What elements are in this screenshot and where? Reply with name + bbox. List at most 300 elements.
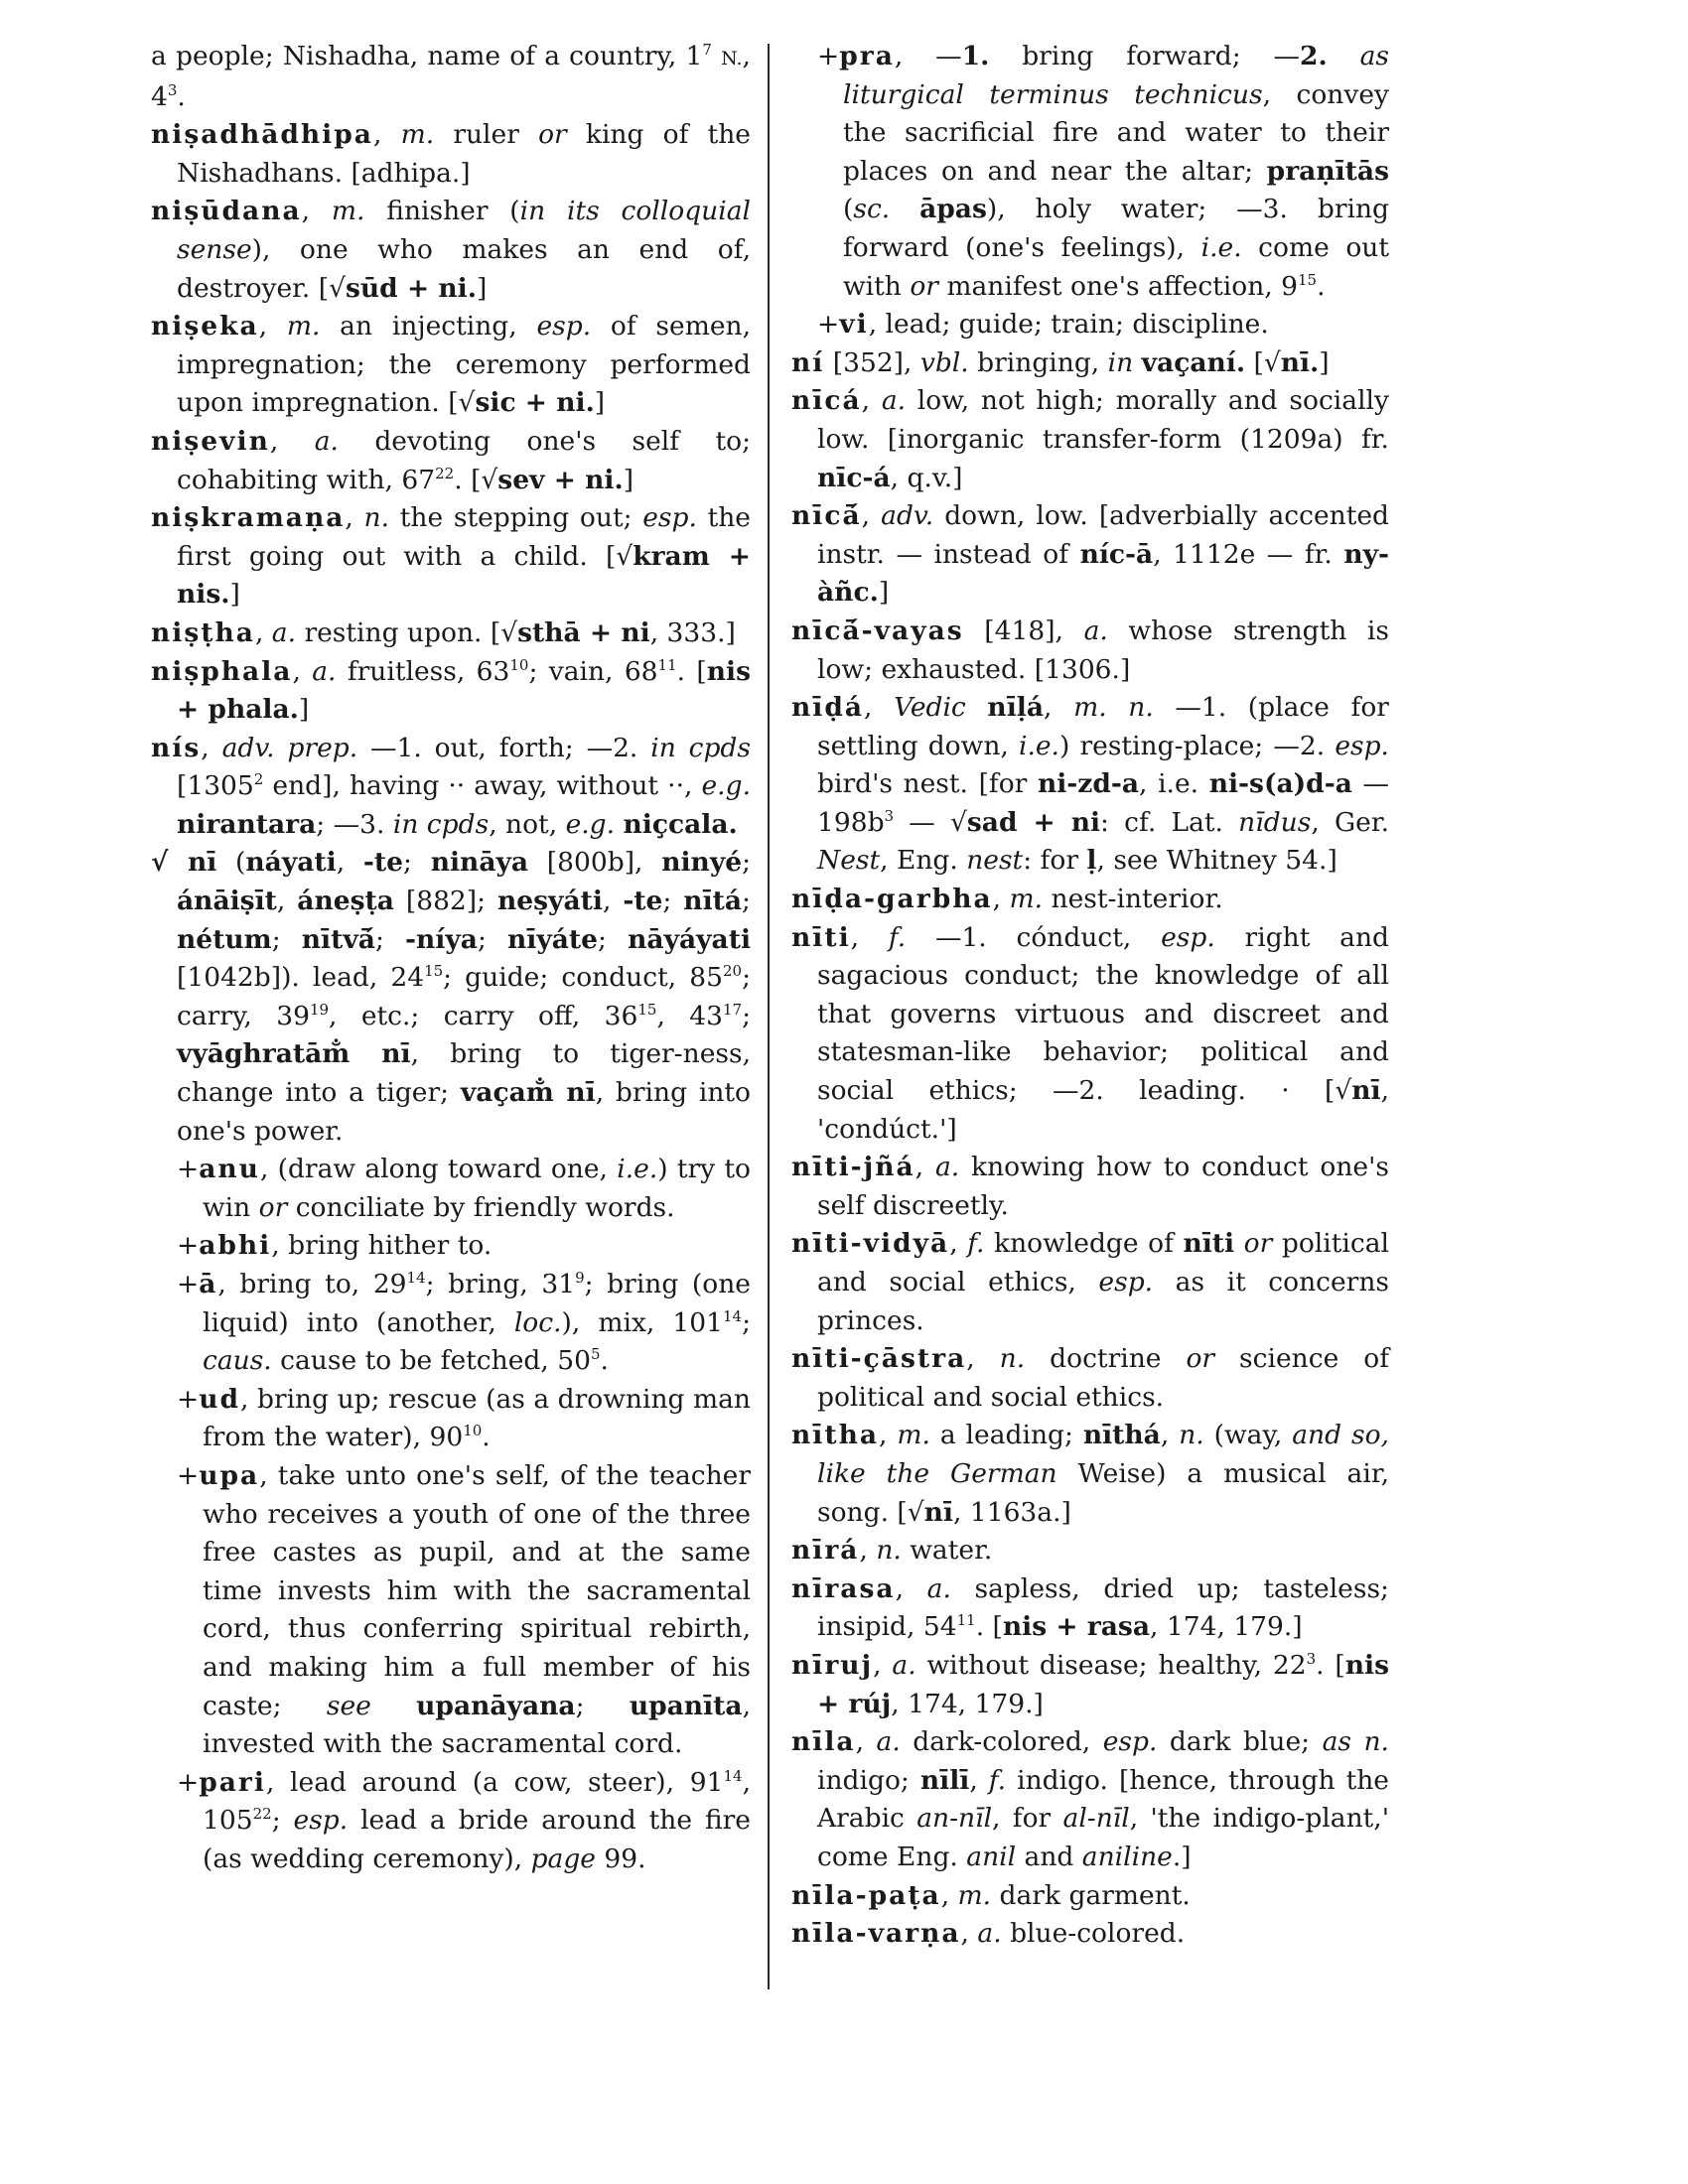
headword: nís [151,732,202,763]
definition-text: ; vain, 68 [528,655,658,687]
definition-text: ; [575,1690,630,1721]
grammar-note: a. [881,385,907,417]
definition-text: , take unto one's self, of the teacher who receives a youth of one of the three free castes as pupil, and at the same time invests him with the sacramental cord, thus conferring spiritual rebirth, and making him a full member of his caste; [203,1459,751,1721]
sub-entry [177,1266,751,1381]
grammar-note: esp. [1161,921,1215,953]
dictionary-entry [791,1532,1389,1570]
grammar-note: a. [892,1649,916,1681]
headword: niṣadhādhipa [151,119,373,151]
grammar-note: loc. [513,1306,562,1338]
definition-text: , [879,1420,898,1451]
headword: ud [199,1383,241,1415]
grammar-note: or [1243,1228,1273,1260]
definition-text: end], having ·· away, without ··, [263,770,702,802]
grammar-note: esp. [1102,1726,1158,1758]
sanskrit-term: nāyáyati [628,923,752,955]
line-reference: 11 [956,1611,976,1630]
definition-text: doctrine [1025,1343,1187,1375]
grammar-note: adv. prep. [221,732,358,763]
definition-text: , [859,1535,877,1567]
definition-text: , see Whitney 54.] [1096,845,1337,877]
definition-text: [1305 [177,770,254,802]
definition-text: ; guide; conduct, 85 [443,962,723,994]
definition-text: , [966,1343,1000,1375]
definition-text: dark-colored, [900,1726,1103,1758]
headword: nīḍa-garbha [791,884,993,915]
grammar-note: a. [314,425,339,457]
definition-text: a people; Nishadha, name of a country, 1 [151,41,703,71]
definition-text: , [201,732,222,763]
definition-text: , [301,196,332,227]
definition-text: , 105 [203,1766,751,1837]
definition-text: indigo. [hence, through the Arabic [817,1764,1389,1835]
definition-text: ; [742,886,751,917]
grammar-note: i.e. [1200,231,1242,263]
definition-text: , [864,692,895,724]
definition-text: ; [477,923,508,955]
definition-text: science of political and social ethics. [817,1343,1389,1413]
sanskrit-term: nirantara [177,808,317,840]
grammar-note: a. [934,1152,960,1183]
line-reference: 2 [253,770,264,789]
definition-text: + [177,1230,200,1262]
definition-text: , Eng. [880,845,967,877]
dictionary-entry [791,1225,1389,1340]
definition-text: + [177,1154,200,1185]
definition-text: without disease; healthy, 22 [915,1649,1307,1681]
dictionary-entry [151,844,751,1151]
sanskrit-term: vaçaní. [1141,346,1246,378]
sanskrit-term: ninyé [661,847,743,879]
grammar-note: nest [966,845,1024,877]
definition-text: , [940,1879,958,1911]
definition-text: , 'condúct.'] [817,1075,1389,1145]
sanskrit-term: nītá [683,886,743,917]
definition-text: + [177,1383,200,1415]
line-reference: 19 [309,1001,330,1020]
dictionary-entry [791,1340,1389,1417]
definition-text: , [949,1228,968,1260]
sanskrit-term: -níya [405,923,478,955]
dictionary-entry [151,499,751,614]
definition-text: [800b], [528,847,662,879]
definition-text: ] [1181,1841,1192,1872]
definition-text: cause to be fetched, 50 [271,1345,591,1377]
dictionary-entry [791,1647,1389,1723]
sanskrit-term: -te [623,886,663,917]
definition-text: lead a bride around the fire (as wedding ceremony), [203,1805,751,1874]
definition-text: + [817,41,840,71]
definition-text: , 4 [151,41,751,112]
grammar-note: or [910,270,938,302]
definition-text: ; [742,1000,751,1031]
grammar-note: m. [400,119,435,151]
definition-text: , bring into one's power. [177,1077,751,1147]
definition-text: , i.e. [1139,768,1209,800]
definition-text: low, not high; morally and socially low. [inorganic transfer-form (1209a) fr. [817,385,1389,455]
sub-entry [177,1151,751,1227]
grammar-note: a. [1083,614,1108,646]
line-reference: 14 [723,1766,743,1785]
dictionary-entry [151,38,751,116]
dictionary-entry [791,497,1389,613]
definition-text: : cf. Lat. [1100,806,1239,838]
definition-text: 99. [596,1843,646,1874]
definition-text: — 198b [817,768,1389,838]
grammar-note: esp. [642,502,697,534]
dictionary-entry [791,382,1389,497]
left-column [151,38,751,1879]
definition-text: , [258,311,287,342]
headword: nīcá [791,385,862,417]
definition-text: , lead around (a cow, steer), 91 [265,1766,724,1798]
grammar-note: an-nīl [916,1803,993,1835]
grammar-note: sc. [853,194,891,225]
definition-text: , [602,886,624,917]
dictionary-entry [151,730,751,845]
definition-text: nest-interior. [1043,884,1223,915]
headword: abhi [199,1230,272,1262]
definition-text: , bring to, 29 [217,1269,407,1299]
definition-text: . [ [1316,1649,1345,1681]
grammar-note: n. [1179,1420,1204,1451]
definition-text: ; —3. [316,808,393,840]
grammar-note: al-nīl [1062,1803,1130,1835]
definition-text: + [177,1459,200,1491]
sanskrit-term: nīḷá [987,692,1044,724]
sanskrit-term: náyati [245,847,337,879]
definition-text: , bring hither to. [271,1230,492,1262]
definition-text: the stepping out; [389,502,643,534]
definition-text: ; [662,886,684,917]
definition-text: dark blue; [1157,1726,1323,1758]
definition-text: right and sagacious conduct; the knowledge of all that governs virtuous and discreet and statesman-like behavior; political and social ethics; —2. leading. · [√ [817,921,1389,1107]
sanskrit-term: sad + ni [966,806,1101,838]
line-reference: 3 [167,80,178,99]
definition-text: ] [229,579,240,611]
headword: nīla [791,1726,856,1758]
sanskrit-term: ánāiṣīt [177,886,277,917]
definition-text: . [ [676,655,707,687]
dictionary-entry [791,344,1389,383]
definition-text: . [1172,1841,1182,1872]
sanskrit-term: nī. [1280,346,1320,378]
grammar-note: m. n. [1073,692,1154,724]
grammar-note: m. [286,311,321,342]
definition-text [712,41,721,71]
grammar-note: f. [988,1764,1007,1796]
sanskrit-term: nétum [177,923,272,955]
grammar-note: aniline [1081,1841,1173,1872]
sub-entry [177,1227,751,1266]
definition-text: , [345,502,364,534]
definition-text [890,194,919,224]
definition-text: , [254,616,272,648]
definition-text: come out with [843,231,1390,302]
sanskrit-term: -te [362,847,404,879]
headword: niṣphala [151,655,293,687]
sanskrit-term: upanīta [629,1690,743,1721]
definition-text: king of the Nishadhans. [adhipa.] [177,119,751,189]
definition-text: fruitless, 63 [336,655,510,687]
dictionary-entry [791,1877,1389,1916]
definition-text: , 'the indigo-plant,' come Eng. [817,1803,1389,1872]
grammar-note: a. [312,655,337,687]
sanskrit-term: kram + nis. [177,540,752,611]
grammar-note: or [1186,1343,1215,1375]
headword: nīrá [791,1535,860,1567]
sanskrit-term: sūd + ni. [346,272,477,304]
grammar-note: i.e. [1018,730,1059,761]
definition-text: , lead; guide; train; discipline. [868,309,1269,341]
definition-text: ] [594,387,606,419]
dictionary-entry [151,423,751,499]
line-reference: 14 [722,1306,743,1325]
definition-text: , not, [489,808,566,840]
line-reference: 15 [424,962,444,981]
sanskrit-term: vyāghratām̐ nī [177,1038,411,1070]
sub-entry [177,1457,751,1764]
line-reference: 3 [884,807,895,826]
sanskrit-term: vaçam̐ nī [460,1077,596,1109]
dictionary-entry [151,193,751,308]
grammar-note: a. [876,1726,901,1758]
definition-text: , [292,655,313,687]
definition-text: water. [901,1535,993,1567]
sanskrit-term: nīti [1183,1228,1235,1260]
grammar-note: or [538,119,567,151]
dictionary-entry [151,116,751,193]
sanskrit-term: nī [1351,1075,1381,1107]
definition-text: . [600,1345,609,1377]
definition-text: ; [271,1805,294,1837]
grammar-note: esp. [1098,1267,1154,1297]
definition-text: , [960,1918,978,1950]
definition-text: a leading; [929,1420,1083,1451]
definition-text: and [1016,1841,1082,1872]
sanskrit-term: nīyáte [507,923,599,955]
definition-text: conciliate by friendly words. [287,1191,675,1223]
definition-text: the first going out with a child. [√ [177,502,751,572]
definition-text: ), holy water; —3. bring forward (one's feelings), [843,194,1389,263]
sub-entry [177,1764,751,1879]
definition-text: ; [598,923,629,955]
line-reference: 10 [509,655,529,674]
headword: nīti-jñá [791,1152,915,1183]
sanskrit-term: neṣyáti [497,886,603,917]
definition-text: bringing, [968,346,1108,378]
sub-entry [177,1381,751,1457]
grammar-note: Vedic [894,692,966,724]
definition-text: , [336,847,363,879]
headword: nīruj [791,1649,874,1681]
definition-text: : for [1023,845,1087,877]
definition-text: ; [271,923,302,955]
definition-text: , [372,119,401,151]
definition-text: , [1044,692,1074,724]
grammar-note: as liturgical terminus technicus [843,41,1389,110]
headword: nīcā́-vayas [791,614,964,646]
definition-text: knowing how to conduct one's self discreetly. [817,1152,1389,1221]
dictionary-entry [791,1915,1389,1954]
grammar-note: vbl. [919,346,969,378]
headword: nīrasa [791,1572,896,1604]
definition-text: ( [843,194,854,225]
line-reference: 5 [590,1345,601,1364]
definition-text: . [ [975,1611,1003,1643]
sanskrit-term: nī [923,1496,953,1528]
headword: nīti [791,921,851,953]
definition-text: political and social ethics, [817,1228,1389,1297]
grammar-note: nīdus [1238,806,1312,838]
grammar-note: f. [888,921,907,953]
grammar-note: adv. [881,500,934,532]
sanskrit-term: √ nī [151,847,217,879]
definition-text: ] [878,577,890,609]
sanskrit-term: nis + phala. [177,655,752,726]
definition-text: down, low. [adverbially accented instr. — instead of [817,500,1389,570]
definition-text: bird's nest. [for [817,768,1038,800]
headword: pari [199,1766,266,1798]
right-column [791,38,1389,1954]
grammar-note: f. [967,1228,985,1260]
definition-text [1133,347,1141,378]
definition-text: blue-colored. [1001,1918,1186,1950]
line-reference: 15 [637,1001,657,1020]
headword: niṣkramaṇa [151,502,346,534]
definition-text: indigo; [817,1764,920,1796]
dictionary-entry [791,881,1389,919]
sanskrit-term: áneṣṭa [297,886,394,917]
definition-text: resting upon. [√ [296,616,518,648]
definition-text: + [817,309,840,341]
definition-text: —1. (place for settling down, [817,692,1389,761]
dictionary-entry [791,919,1389,1150]
definition-text: devoting one's self to; cohabiting with, 67 [177,425,751,495]
grammar-note: n. [999,1343,1026,1375]
grammar-note: m. [957,1879,992,1911]
definition-text: ; bring, 31 [425,1269,576,1299]
grammar-note: in cpds [392,808,490,840]
dictionary-entry [151,653,751,730]
dictionary-entry [791,1417,1389,1532]
definition-text: bring forward; — [989,41,1301,71]
headword: ā [199,1269,218,1299]
definition-text: + [177,1269,200,1299]
headword: nītha [791,1420,880,1451]
definition-text: , [914,1152,935,1183]
definition-text [966,692,988,723]
definition-text: , Ger. [1311,806,1389,838]
grammar-note: page [530,1843,596,1874]
dictionary-entry [791,1723,1389,1876]
definition-text: . [1317,270,1326,302]
grammar-note: m. [1009,884,1044,915]
definition-text: , bring to tiger-ness, change into a tiger; [177,1038,752,1109]
sanskrit-term: praṇītās [1266,155,1389,187]
grammar-note: in its colloquial sense [177,196,751,265]
definition-text: + [177,1766,200,1798]
definition-text [1234,1228,1244,1259]
headword: nīti-çāstra [791,1343,967,1375]
headword: nīla-varṇa [791,1918,961,1950]
definition-text: ( [216,847,246,879]
grammar-note: esp. [536,311,592,342]
grammar-note: Nest [817,845,881,877]
line-reference: 14 [406,1269,426,1288]
headword: nīti-vidyā [791,1228,950,1260]
definition-text: Weise) a musical air, song. [√ [817,1457,1389,1528]
sanskrit-term: 2. [1300,41,1328,71]
grammar-note: a. [926,1572,951,1604]
grammar-note: and so, like the German [817,1420,1389,1489]
definition-text: [√ [1245,346,1281,378]
headword: niṣevin [151,425,270,457]
line-reference: 10 [463,1422,483,1440]
definition-text: ; carry, 39 [177,962,751,1031]
sanskrit-term: 1. [961,41,990,71]
sanskrit-term: nis + rasa [1002,1611,1151,1643]
definition-text: ), one who makes an end of, destroyer. [√ [177,233,751,304]
sanskrit-term: upanāyana [416,1690,576,1721]
sanskrit-term: sic + ni. [475,387,595,419]
definition-text: an injecting, [320,311,537,342]
definition-text: , invested with the sacramental cord. [203,1690,751,1760]
headword: nīcā́ [791,500,862,532]
definition-text: sapless, dried up; tasteless; insipid, 54 [817,1572,1389,1643]
grammar-note: e.g. [565,808,616,840]
definition-text: , 43 [656,1000,723,1031]
definition-text: , [895,1572,927,1604]
definition-text [1328,41,1360,71]
sanskrit-term: ni-zd-a [1037,768,1140,800]
dictionary-entry [791,613,1389,689]
headword: niṣṭha [151,616,255,648]
definition-text: , 333.] [649,616,736,648]
grammar-note: i.e. [617,1154,658,1185]
headword: upa [199,1459,260,1491]
definition-text: [882]; [393,886,497,917]
definition-text: , [969,1764,989,1796]
sanskrit-term: ny-àñc. [817,538,1389,609]
sanskrit-term: āpas [919,194,987,225]
grammar-note: m. [331,196,365,227]
definition-text [371,1691,416,1721]
definition-text: manifest one's affection, 9 [937,270,1299,302]
grammar-note: esp. [1335,730,1389,761]
grammar-note: in cpds [650,732,751,763]
definition-text: , 1163a.] [953,1496,1071,1528]
headword: anu [199,1154,260,1185]
sanskrit-term: nīlī [919,1764,970,1796]
definition-text: , q.v.] [890,462,963,493]
definition-text: dark garment. [991,1879,1191,1911]
line-reference: 9 [575,1269,585,1288]
grammar-note: see [326,1690,371,1721]
definition-text: ), mix, 101 [561,1306,723,1338]
line-reference: 7 [702,41,712,60]
definition-text: ] [298,694,310,726]
definition-text: , [992,884,1010,915]
definition-text: [418], [963,614,1084,646]
definition-text [615,809,623,840]
sanskrit-term: nīc-á [817,462,891,493]
abbreviation: N. [721,48,743,69]
definition-text: whose strength is low; exhausted. [1306.] [817,614,1389,685]
dictionary-entry [151,308,751,423]
headword: niṣeka [151,311,259,342]
definition-text: . [√ [454,464,498,495]
